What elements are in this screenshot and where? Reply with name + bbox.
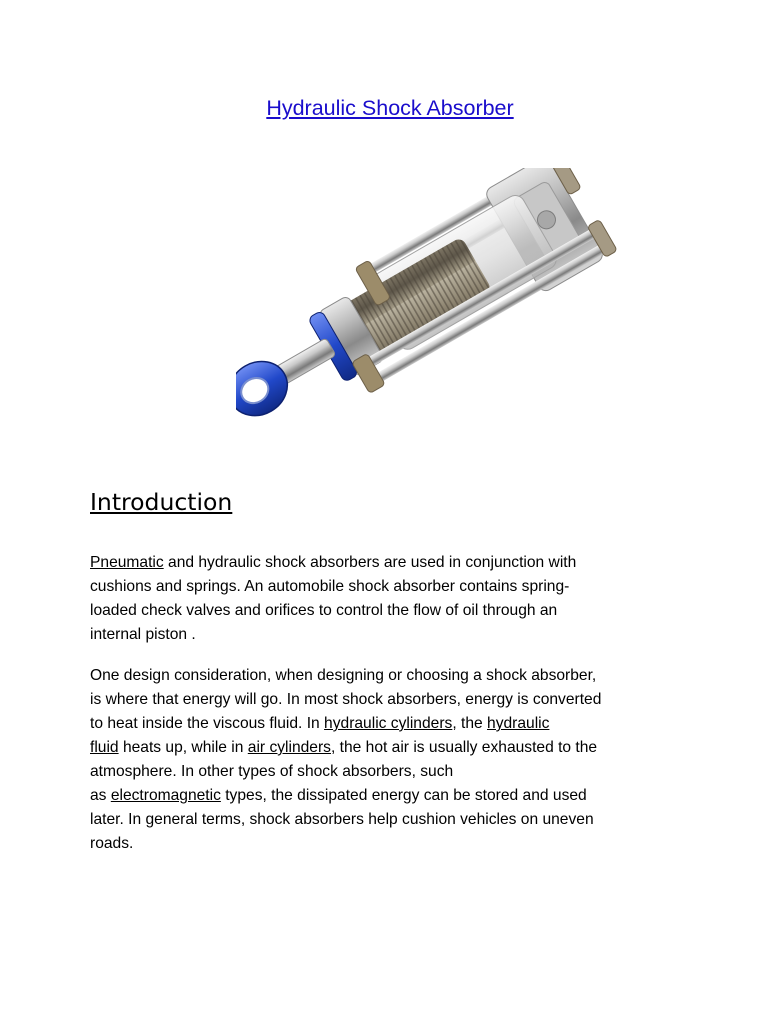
- link-pneumatic[interactable]: Pneumatic: [90, 554, 164, 571]
- paragraph-2-line-6: [90, 784, 690, 808]
- text-span: , the hot air is usually exhausted to the: [330, 739, 598, 756]
- paragraph-1-line-2: cushions and springs. An automobile shock absorber contains spring-: [90, 578, 570, 595]
- text-span: as: [90, 787, 111, 804]
- text-span: heats up, while in: [118, 739, 248, 756]
- paragraph-2: [90, 664, 690, 856]
- link-electromagnetic[interactable]: electromagnetic: [110, 787, 221, 804]
- paragraph-2-line-8: roads.: [90, 835, 134, 852]
- paragraph-2-line-1: One design consideration, when designing or choosing a shock absorber,: [90, 667, 597, 684]
- shock-absorber-image: [236, 168, 632, 450]
- section-heading-introduction: Introduction: [90, 488, 233, 516]
- link-air-cylinders[interactable]: air cylinders: [247, 739, 331, 756]
- paragraph-1-line-1: [90, 551, 690, 575]
- paragraph-2-line-3: [90, 712, 690, 736]
- text-span: types, the dissipated energy can be stored and used: [220, 787, 587, 804]
- paragraph-2-line-7: later. In general terms, shock absorbers help cushion vehicles on uneven: [90, 811, 594, 828]
- paragraph-2-line-4: [90, 736, 690, 760]
- paragraph-1-line-3: loaded check valves and orifices to control the flow of oil through an: [90, 602, 558, 619]
- text-span: to heat inside the viscous fluid. In: [90, 715, 325, 732]
- paragraph-1: [90, 551, 690, 647]
- title-link[interactable]: Hydraulic Shock Absorber: [266, 96, 514, 120]
- link-hydraulic-fluid-part2[interactable]: fluid: [90, 739, 119, 756]
- paragraph-1-line-4: internal piston .: [90, 626, 196, 643]
- link-hydraulic-fluid-part1[interactable]: hydraulic: [487, 715, 550, 732]
- paragraph-2-line-2: is where that energy will go. In most shock absorbers, energy is converted: [90, 691, 602, 708]
- link-hydraulic-cylinders[interactable]: hydraulic cylinders: [324, 715, 453, 732]
- text-span: , the: [452, 715, 488, 732]
- paragraph-2-line-5: atmosphere. In other types of shock absorbers, such: [90, 763, 454, 780]
- page-title: [0, 93, 768, 123]
- text-span: and hydraulic shock absorbers are used in conjunction with: [163, 554, 577, 571]
